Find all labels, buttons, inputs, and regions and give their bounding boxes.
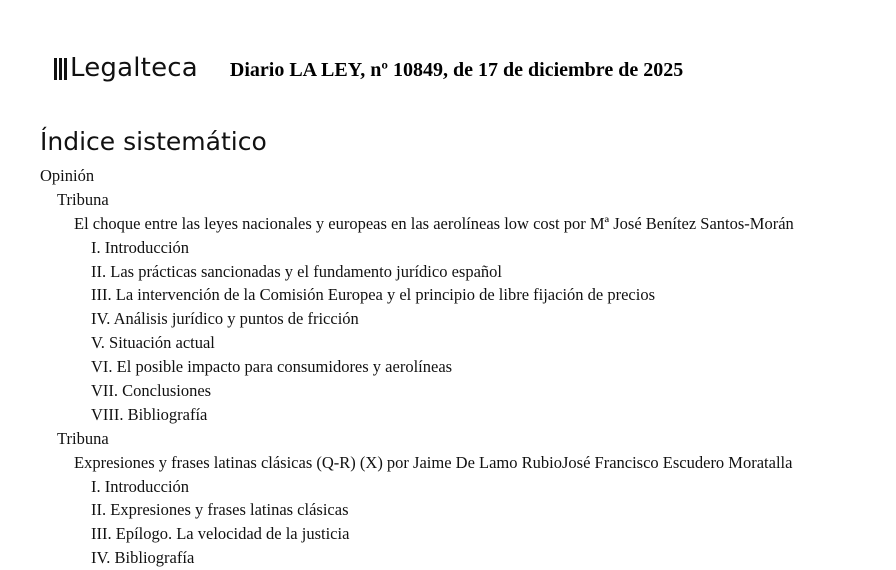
toc-chapter-link[interactable]: IV. Bibliografía: [91, 548, 195, 568]
toc-chapter-link[interactable]: VIII. Bibliografía: [91, 404, 208, 424]
legalteca-logo: [54, 54, 198, 82]
table-of-contents: [0, 164, 896, 570]
logo-text: Legalteca: [70, 53, 198, 83]
toc-section: Opinión: [40, 166, 95, 185]
toc-chapter-link[interactable]: VII. Conclusiones: [91, 381, 212, 401]
toc-chapter-link[interactable]: VI. El posible impacto para consumidores y aerolíneas: [91, 357, 453, 377]
toc-chapter-link[interactable]: II. Expresiones y frases latinas clásicas: [91, 500, 349, 520]
toc-chapter-link[interactable]: III. Epílogo. La velocidad de la justicia: [91, 524, 350, 544]
index-title: Índice sistemático: [40, 127, 267, 156]
toc-subsection: Tribuna: [57, 189, 109, 209]
toc-article-link[interactable]: Expresiones y frases latinas clásicas (Q-R) (X) por Jaime De Lamo RubioJosé Francisco Escudero Moratalla: [74, 452, 793, 472]
toc-chapter-link[interactable]: IV. Análisis jurídico y puntos de fricción: [91, 309, 359, 329]
toc-article-link[interactable]: El choque entre las leyes nacionales y europeas en las aerolíneas low cost por Mª José Benítez Santos-Morán: [74, 213, 794, 233]
toc-chapter-link[interactable]: III. La intervención de la Comisión Europea y el principio de libre fijación de precios: [91, 285, 656, 305]
toc-subsection: Tribuna: [57, 428, 109, 448]
toc-chapter-link[interactable]: I. Introducción: [91, 237, 190, 257]
legalteca-bars-icon: [54, 58, 67, 80]
issue-title: Diario LA LEY, nº 10849, de 17 de diciembre de 2025: [229, 59, 684, 81]
toc-chapter-link[interactable]: I. Introducción: [91, 476, 190, 496]
document-header: [54, 52, 683, 84]
toc-chapter-link[interactable]: V. Situación actual: [91, 333, 215, 353]
toc-chapter-link[interactable]: II. Las prácticas sancionadas y el fundamento jurídico español: [91, 261, 502, 281]
